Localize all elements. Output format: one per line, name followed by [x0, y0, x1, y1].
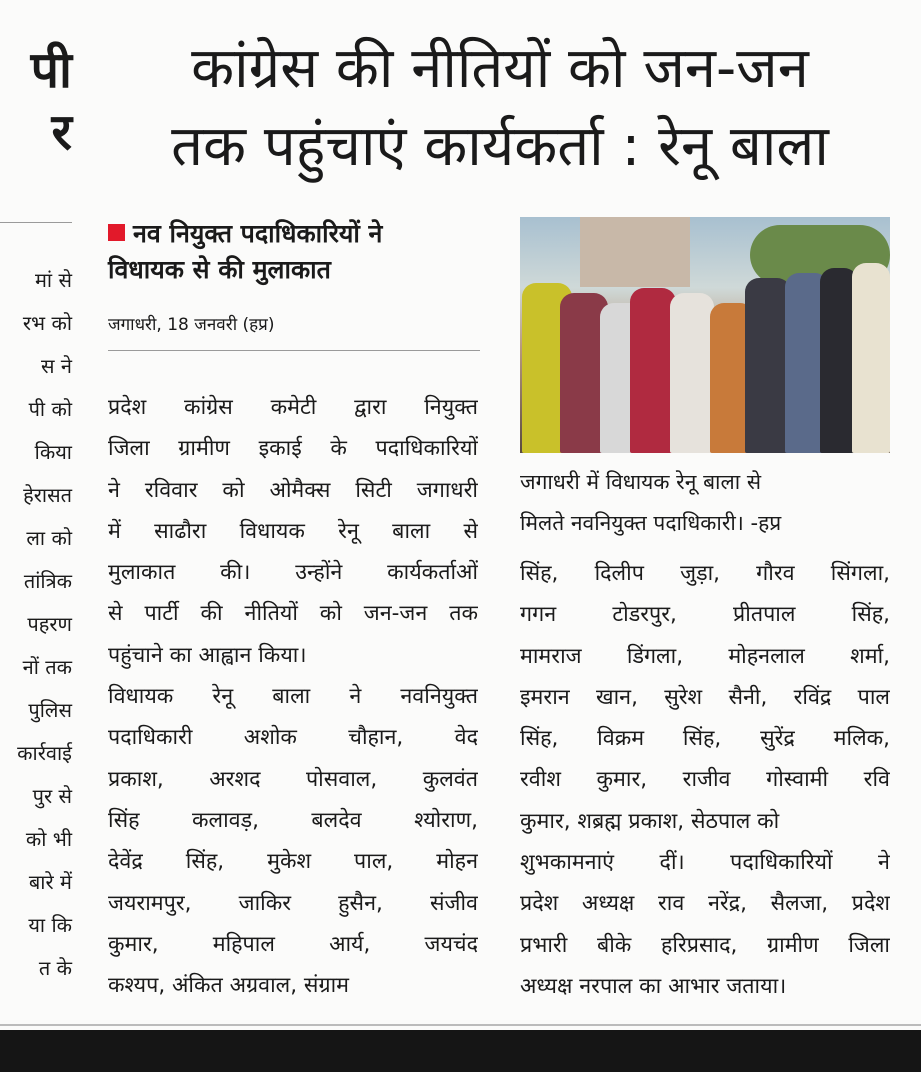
- body-text-line: कश्यप, अंकित अग्रवाल, संग्राम: [108, 973, 350, 999]
- body-text-line: प्रकाश, अरशद पोसवाल, कुलवंत: [108, 766, 478, 792]
- subheadline-line: विधायक से की मुलाकात: [108, 255, 331, 284]
- adjacent-body-line: रभ को: [22, 311, 72, 335]
- adjacent-body-line: नों तक: [22, 655, 72, 679]
- body-text-line: सिंह कलावड़, बलदेव श्योराण,: [108, 807, 478, 833]
- adjacent-body-line: पुर से: [32, 784, 72, 808]
- red-square-bullet-icon: [108, 224, 125, 241]
- photo-person: [670, 293, 714, 453]
- adjacent-body-line: हेरासत: [23, 483, 72, 507]
- body-text-line: प्रभारी बीके हरिप्रसाद, ग्रामीण जिला: [520, 932, 890, 958]
- caption-line: जगाधरी में विधायक रेनू बाला से: [520, 470, 762, 494]
- column-rule: [108, 350, 480, 351]
- body-text-line: देवेंद्र सिंह, मुकेश पाल, मोहन: [108, 849, 478, 875]
- body-text-line: गगन टोडरपुर, प्रीतपाल सिंह,: [520, 602, 890, 628]
- news-photo: [520, 217, 890, 453]
- body-text-line: कुमार, शब्रह्म प्रकाश, सेठपाल को: [520, 808, 780, 834]
- body-text-line: में साढौरा विधायक रेनू बाला से: [108, 518, 478, 544]
- column-rule: [0, 222, 72, 223]
- adjacent-headline-fragment: र: [51, 103, 72, 161]
- caption-line: मिलते नवनियुक्त पदाधिकारी। -हप्र: [520, 511, 782, 535]
- body-text-line: इमरान खान, सुरेश सैनी, रविंद्र पाल: [520, 684, 890, 710]
- body-text-line: जयरामपुर, जाकिर हुसैन, संजीव: [108, 890, 478, 916]
- body-text-line: विधायक रेनू बाला ने नवनियुक्त: [108, 684, 478, 710]
- dateline: जगाधरी, 18 जनवरी (हप्र): [108, 315, 275, 335]
- adjacent-body-line: को भी: [25, 827, 72, 851]
- body-text-line: अध्यक्ष नरपाल का आभार जताया।: [520, 973, 787, 999]
- body-text-line: कुमार, महिपाल आर्य, जयचंद: [108, 931, 478, 957]
- body-text-line: मामराज डिंगला, मोहनलाल शर्मा,: [520, 643, 890, 669]
- body-text-line: सिंह, विक्रम सिंह, सुरेंद्र मलिक,: [520, 726, 890, 752]
- body-column-1: [108, 387, 478, 1006]
- adjacent-body-line: ला को: [26, 526, 72, 550]
- photo-caption: [520, 462, 890, 544]
- headline-line: तक पहुंचाएं कार्यकर्ता : रेनू बाला: [171, 114, 829, 179]
- adjacent-body-line: मां से: [34, 268, 72, 292]
- headline: [100, 30, 900, 186]
- bottom-edge-bar: [0, 1030, 921, 1072]
- body-text-line: पदाधिकारी अशोक चौहान, वेद: [108, 725, 478, 751]
- body-text-line: रवीश कुमार, राजीव गोस्वामी रवि: [520, 767, 890, 793]
- body-text-line: प्रदेश अध्यक्ष राव नरेंद्र, सैलजा, प्रदेश: [520, 891, 890, 917]
- body-text-line: पहुंचाने का आह्वान किया।: [108, 642, 307, 668]
- adjacent-body-line: पहरण: [27, 612, 72, 636]
- adjacent-body-line: पुलिस: [28, 698, 72, 722]
- body-text-line: प्रदेश कांग्रेस कमेटी द्वारा नियुक्त: [108, 395, 478, 420]
- adjacent-body-line: तांत्रिक: [23, 569, 72, 593]
- adjacent-body-line: पी को: [28, 397, 72, 421]
- adjacent-body-line: कार्रवाई: [17, 741, 72, 765]
- adjacent-body-line: स ने: [41, 354, 72, 378]
- adjacent-article-fragment: [0, 30, 80, 1020]
- adjacent-body-line: या कि: [28, 913, 72, 937]
- page-rule: [0, 1024, 921, 1026]
- adjacent-body-line: बारे में: [28, 870, 72, 894]
- body-text-line: से पार्टी की नीतियों को जन-जन तक: [108, 601, 478, 627]
- subheadline-line: नव नियुक्त पदाधिकारियों ने: [133, 219, 383, 248]
- adjacent-body-line: त के: [38, 956, 72, 980]
- photo-person: [852, 263, 890, 453]
- adjacent-body-line: किया: [34, 440, 72, 464]
- body-text-line: सिंह, दिलीप जुड़ा, गौरव सिंगला,: [520, 561, 890, 586]
- body-text-line: जिला ग्रामीण इकाई के पदाधिकारियों: [108, 436, 478, 462]
- body-text-line: मुलाकात की। उन्होंने कार्यकर्ताओं: [108, 560, 478, 586]
- body-column-2: [520, 553, 890, 1007]
- adjacent-headline-fragment: पी: [30, 41, 72, 99]
- body-text-line: शुभकामनाएं दीं। पदाधिकारियों ने: [520, 850, 890, 876]
- headline-line: कांग्रेस की नीतियों को जन-जन: [191, 36, 809, 101]
- photo-building: [580, 217, 690, 287]
- body-text-line: ने रविवार को ओमैक्स सिटी जगाधरी: [108, 477, 478, 503]
- subheadline: [108, 216, 488, 288]
